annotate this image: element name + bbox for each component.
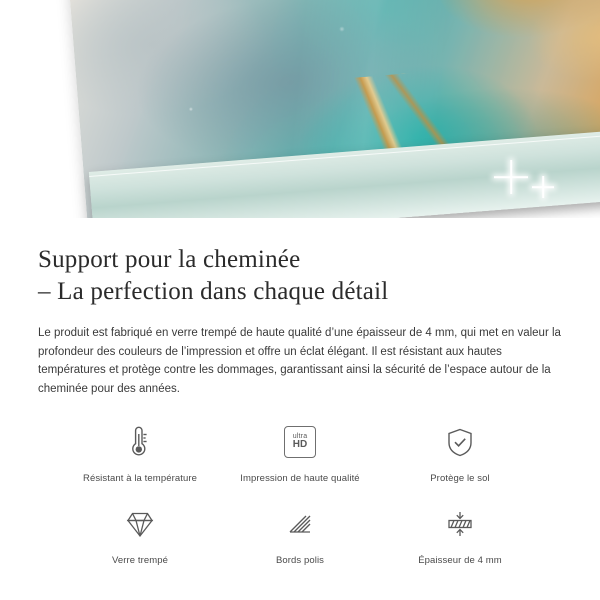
- feature-label: Protège le sol: [430, 472, 490, 484]
- description-paragraph: Le produit est fabriqué en verre trempé de haute qualité d’une épaisseur de 4 mm, qui met en valeur la profondeur des couleurs de l’impression et offre un éclat élégant. Il est résistant aux hautes températures et protège contre les dommages, garantissant ainsi la sécurité de l’espace autour de la cheminée pour des années.: [38, 327, 561, 395]
- feature-item-print-quality: [220, 413, 380, 489]
- feature-item-tempered-glass: [60, 495, 220, 571]
- thermometer-icon: [117, 419, 163, 465]
- ultra-hd-badge-top: ultra: [292, 432, 308, 440]
- thickness-4mm-icon: [437, 501, 483, 547]
- feature-label: Épaisseur de 4 mm: [418, 554, 502, 566]
- feature-item-polished-edges: [220, 495, 380, 571]
- feature-label: Impression de haute qualité: [240, 472, 360, 484]
- diamond-icon: [117, 501, 163, 547]
- feature-item-temperature: [60, 413, 220, 489]
- feature-label: Bords polis: [275, 554, 325, 566]
- headline-line-1: Support pour la cheminée: [38, 246, 301, 273]
- feature-grid: [38, 413, 562, 572]
- feature-item-thickness: [380, 495, 540, 571]
- page-title: [38, 244, 562, 308]
- hero-image: [0, 0, 600, 218]
- polished-edges-icon: [277, 501, 323, 547]
- ultra-hd-icon: [277, 419, 323, 465]
- feature-label: Verre trempé: [111, 554, 169, 566]
- headline-line-2: – La perfection dans chaque détail: [38, 278, 389, 305]
- feature-label: Résistant à la température: [82, 472, 198, 484]
- feature-item-floor-protection: [380, 413, 540, 489]
- ultra-hd-badge-bottom: HD: [292, 438, 308, 450]
- content-area: [0, 218, 600, 571]
- shield-check-icon: [437, 419, 483, 465]
